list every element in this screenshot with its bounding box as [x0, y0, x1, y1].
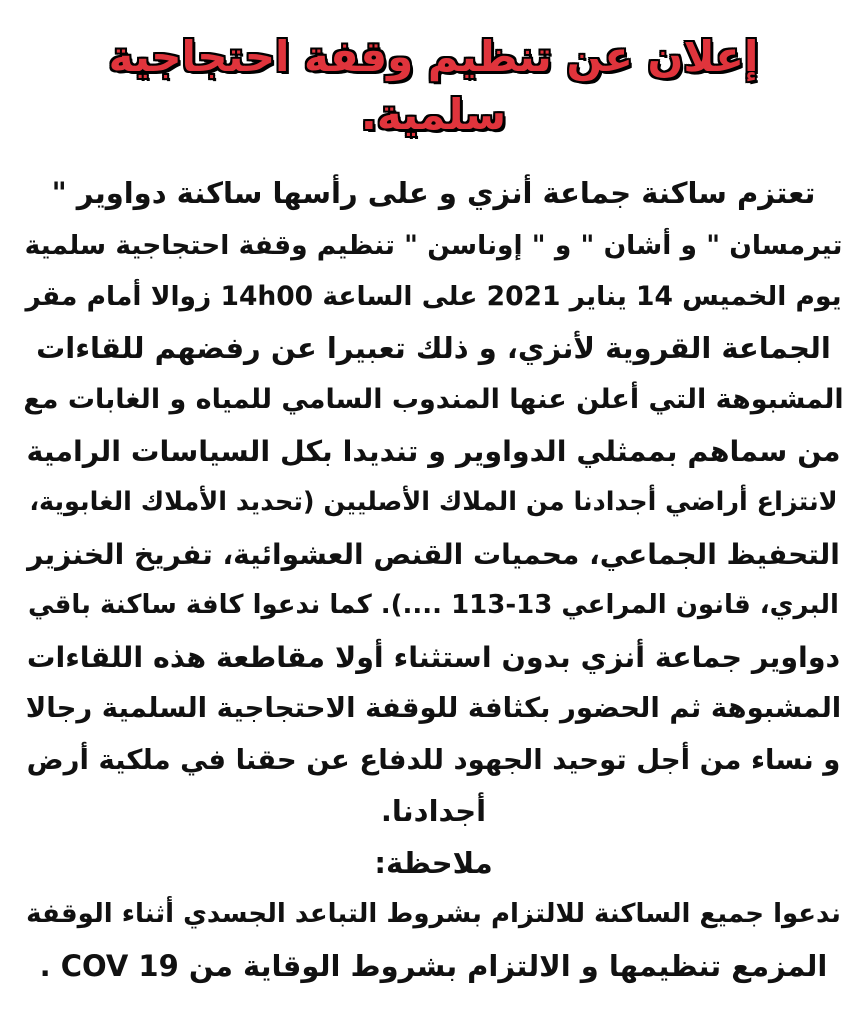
body-line: التحفيظ الجماعي، محميات القنص العشوائية، تفريخ الخنزير [27, 537, 840, 571]
body-line: يوم الخميس 14 يناير 2021 على الساعة 14h00 زوالا أمام مقر [25, 281, 842, 312]
announcement-title [60, 28, 807, 144]
body-line: تعتزم ساكنة جماعة أنزي و على رأسها ساكنة دواوير " [51, 176, 816, 210]
body-line: لانتزاع أراضي أجدادنا من الملاك الأصليين (تحديد الأملاك الغابوية، [29, 487, 838, 517]
note-line: ندعوا جميع الساكنة للالتزام بشروط التباعد الجسدي أثناء الوقفة [26, 899, 841, 929]
body-line: دواوير جماعة أنزي بدون استثناء أولا مقاطعة هذه اللقاءات [26, 640, 841, 674]
title-line-1: إعلان عن تنظيم وقفة احتجاجية [108, 32, 759, 81]
note-heading: ملاحظة: [374, 845, 493, 880]
title-line-2: سلمية. [360, 90, 507, 139]
body-line: من سماهم بممثلي الدواوير و تنديدا بكل السياسات الرامية [26, 434, 841, 468]
body-line: البري، قانون المراعي 13-113 ....). كما ندعوا كافة ساكنة باقي [28, 590, 839, 620]
note-line: المزمع تنظيمها و الالتزام بشروط الوقاية من COV 19 . [39, 948, 828, 983]
body-line: الجماعة القروية لأنزي، و ذلك تعبيرا عن رفضهم للقاءات [36, 330, 831, 365]
body-line: المشبوهة ثم الحضور بكثافة للوقفة الاحتجاجية السلمية رجالا [25, 692, 842, 724]
body-line: أجدادنا. [380, 794, 487, 828]
body-line: و نساء من أجل توحيد الجهود للدفاع عن حقنا في ملكية أرض [26, 743, 841, 776]
body-line: تيرمسان " و أشان " و " إوناسن " تنظيم وقفة احتجاجية سلمية [24, 229, 843, 261]
announcement-body [22, 168, 845, 992]
body-line: المشبوهة التي أعلن عنها المندوب السامي للمياه و الغابات مع [23, 384, 844, 415]
